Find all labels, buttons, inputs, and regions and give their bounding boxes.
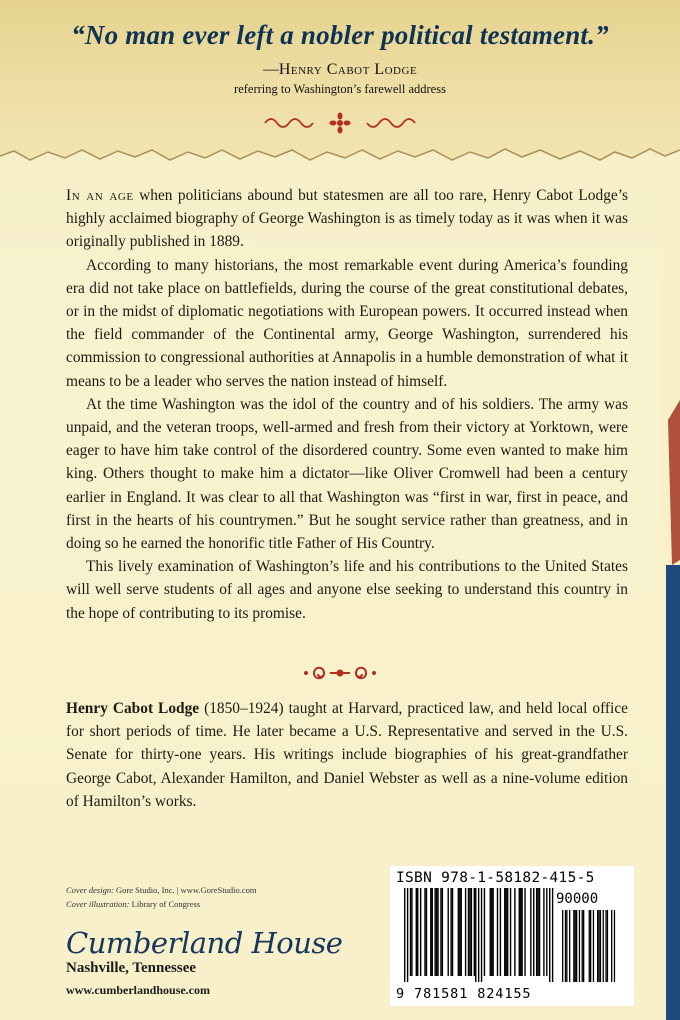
barcode-bar (448, 888, 449, 976)
barcode-bar (474, 888, 475, 976)
barcode-bar (436, 888, 437, 976)
barcode-bar (490, 888, 491, 976)
barcode-bar (521, 888, 522, 976)
barcode-bar (458, 888, 459, 976)
fleuron-ornament-icon (260, 112, 420, 134)
barcode-bar (549, 888, 550, 982)
barcode-bar (478, 888, 479, 982)
barcode-bar (543, 888, 544, 976)
barcode-addon-bar (575, 910, 576, 982)
barcode-bar (510, 888, 511, 976)
barcode-bar (420, 888, 421, 976)
isbn-text: ISBN 978-1-58182-415-5 (396, 870, 595, 886)
barcode-addon-bar (603, 910, 604, 982)
barcode-bar (520, 888, 521, 976)
barcode-bar (442, 888, 443, 976)
barcode-bar (426, 888, 427, 976)
author-name: Henry Cabot Lodge (66, 700, 200, 717)
credit-label: Cover design: (66, 885, 114, 895)
barcode-addon-bar (566, 910, 567, 982)
attribution-name: Henry Cabot Lodge (278, 61, 418, 78)
barcode-addon-bar (569, 910, 570, 982)
barcode-bar (468, 888, 469, 976)
barcode-addon-bar (597, 910, 598, 982)
barcode-bar (434, 888, 435, 976)
barcode-bar (437, 888, 438, 976)
barcode-bar (410, 888, 411, 976)
barcode-bar (491, 888, 492, 976)
credit-label: Cover illustration: (66, 899, 130, 909)
barcode-addon-bar (611, 910, 612, 982)
barcode-bar (552, 888, 553, 982)
barcode-bar (424, 888, 425, 976)
barcode-bar (481, 888, 482, 982)
barcode-bar (484, 888, 485, 976)
quote-attribution (0, 61, 680, 79)
barcode-bar (475, 888, 476, 982)
description-paragraph: According to many historians, the most remarkable event during America’s founding era did not take place on battlefields, during the course of the great constitutional debates, or in the midst of diplomatic negotiations with European powers. It occurred instead when the field commander of the Continental army, George Washington, surrendered his commission to congressional authorities at Annapolis in a humble demonstration of what it means to be a leader who serves the nation instead of himself. (66, 256, 628, 390)
barcode-bar (504, 888, 505, 976)
isbn-barcode (390, 866, 634, 1006)
barcode-addon-bar (562, 910, 563, 982)
barcode-bar (469, 888, 470, 976)
paragraph-text: when politicians abound but statesmen are all too rare, Henry Cabot Lodge’s highly acclaimed biography of George Washington is as timely today as it was when it was originally published in 1889. (66, 187, 628, 251)
barcode-addon-bar (614, 910, 615, 982)
barcode-bar (440, 888, 441, 976)
barcode-bar (432, 888, 433, 976)
barcode-bar (459, 888, 460, 976)
barcode-bar (404, 888, 405, 982)
scroll-ornament-icon (300, 662, 380, 684)
barcode-bar (411, 888, 412, 976)
cover-design-credit (66, 885, 256, 895)
barcode-bar (450, 888, 451, 976)
barcode-bar (452, 888, 453, 976)
description-paragraph: This lively examination of Washington’s life and his contributions to the United States will well serve students of all ages and anyone else seeking to understand this country in the hope of contributing to its promise. (66, 558, 628, 622)
bio-text: (1850–1924) taught at Harvard, practiced law, and held local office for short periods of time. He later became a U.S. Representative and served in the U.S. Senate for thirty-one years. His writings include biographies of his great-grandfather George Cabot, Alexander Hamilton, and Daniel Webster as well as a nine-volume edition of Hamilton’s works. (66, 700, 628, 810)
barcode-bar (506, 888, 507, 976)
barcode-addon-bar (589, 910, 590, 982)
barcode-bar (514, 888, 515, 976)
ean-digits: 9 781581 824155 (396, 986, 532, 1002)
barcode-bar (430, 888, 431, 976)
barcode-bar (465, 888, 466, 976)
barcode-addon-bar (565, 910, 566, 982)
barcode-bar (497, 888, 498, 976)
barcode-addon-bar (598, 910, 599, 982)
barcode-bar (500, 888, 501, 976)
barcode-bar (461, 888, 462, 976)
barcode-bar (539, 888, 540, 976)
barcode-bar (524, 888, 525, 976)
barcode-bar (471, 888, 472, 976)
lead-in: In an age (66, 187, 134, 204)
barcode-addon-bar (607, 910, 608, 982)
cover-illustration-credit (66, 899, 200, 909)
barcode-addon-bar (583, 910, 584, 982)
barcode-addon-bar (590, 910, 591, 982)
author-bio (66, 697, 628, 813)
description-paragraph (66, 184, 628, 254)
barcode-bar (546, 888, 547, 976)
barcode-addon-bar (573, 910, 574, 982)
header-quote: “No man ever left a nobler political testament.” (71, 20, 609, 50)
barcode-addon-bar (579, 910, 580, 982)
barcode-bar (537, 888, 538, 976)
barcode-bar (416, 888, 417, 976)
quote-header (0, 0, 680, 175)
price-code: 90000 (556, 891, 599, 907)
publisher-logo: Cumberland House (66, 926, 343, 960)
barcode-addon-bar (600, 910, 601, 982)
description-paragraph: At the time Washington was the idol of the country and of his soldiers. The army was unpaid, and the veteran troops, well-armed and fresh from their victory at Yorktown, were eager to have him take control of the disordered country. Some even wanted to make him king. Others thought to make him a dictator—like Oliver Cromwell had been a century earlier in England. It was clear to all that Washington was “first in war, first in peace, and first in the hearts of his countrymen.” But he sought service rather than greatness, and in doing so he earned the honorific title Father of His Country. (66, 395, 628, 553)
credit-value: Gore Studio, Inc. | www.GoreStudio.com (116, 885, 257, 895)
barcode-addon-bar (582, 910, 583, 982)
cover-description (66, 184, 628, 625)
barcode-bar (492, 888, 493, 976)
barcode-bar (533, 888, 534, 976)
barcode-bar (519, 888, 520, 976)
barcode-addon-bar (605, 910, 606, 982)
attribution-note: referring to Washington’s farewell address (234, 82, 446, 96)
publisher-city: Nashville, Tennessee (66, 960, 197, 976)
barcode-bar (417, 888, 418, 976)
barcode-addon-bar (593, 910, 594, 982)
barcode-bar (536, 888, 537, 976)
attribution-dash: — (262, 61, 279, 78)
barcode-bar (507, 888, 508, 976)
barcode-addon-bar (576, 910, 577, 982)
credit-value: Library of Congress (131, 899, 201, 909)
barcode-bar (407, 888, 408, 982)
barcode-bar (530, 888, 531, 976)
publisher-website[interactable]: www.cumberlandhouse.com (66, 983, 211, 997)
